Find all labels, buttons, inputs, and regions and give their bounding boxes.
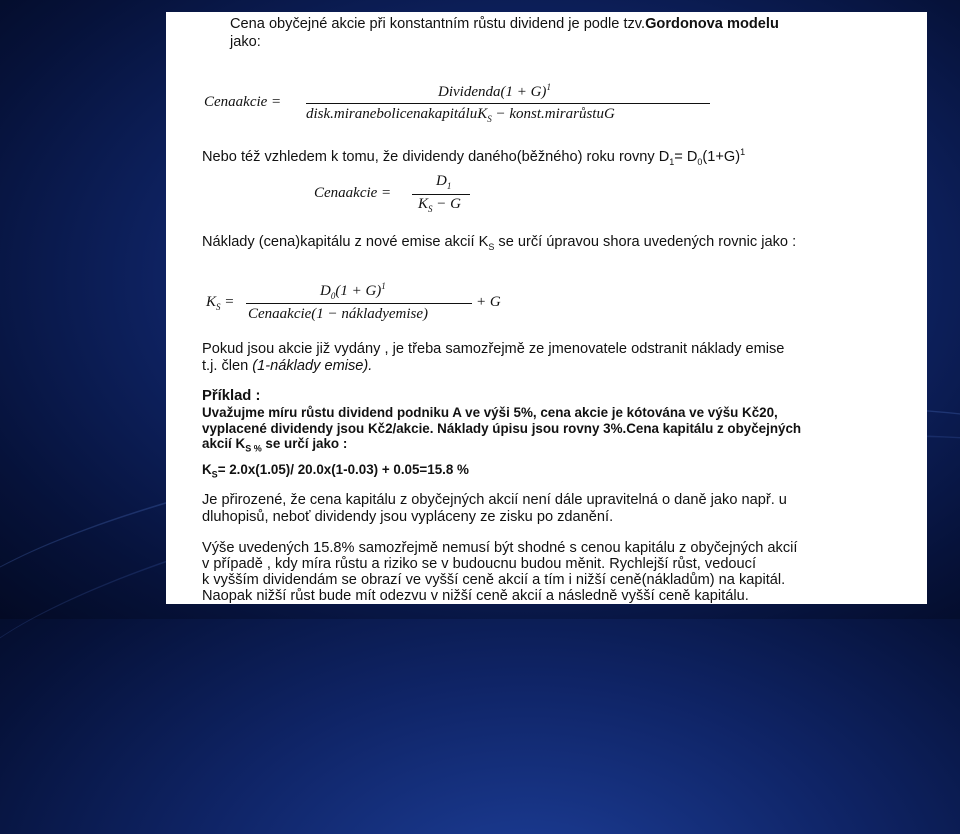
naklady-line: Náklady (cena)kapitálu z nové emise akcií $K_S$ se určí úpravou shora uvedených rovnic jako :: [202, 234, 797, 252]
fraction-bar: [306, 103, 710, 104]
nebo-line: Nebo též vzhledem k tomu, že dividendy daného(běžného) roku rovny $D_1= D_0(1+G)^1$: [202, 147, 746, 167]
slide-document: [166, 12, 927, 604]
formula-numerator: $D_1$: [436, 173, 452, 191]
vyse-line-2: v případě , kdy míra růstu a riziko se v budoucnu budou měnit. Rychlejší růst, vedoucí: [202, 556, 757, 572]
formula-numerator: Dividenda(1 + G)$^1$: [438, 82, 551, 100]
pokud-line-1: Pokud jsou akcie již vydány , je třeba samozřejmě ze jmenovatele odstranit náklady emise: [202, 341, 785, 357]
fraction-bar: [412, 194, 470, 195]
vyse-line-3: k vyšším dividendám se obrazí ve vyšší ceně akcií a tím i nižší ceně(nákladům) na kapitál.: [202, 572, 786, 588]
example-title: Příklad :: [202, 388, 261, 404]
fraction-bar: [246, 303, 472, 304]
formula-denominator: $K_S - G$: [418, 196, 461, 214]
vyse-line-1: Výše uvedených 15.8% samozřejmě nemusí být shodné s cenou kapitálu z obyčejných akcií: [202, 540, 798, 556]
price-formula: [314, 174, 484, 216]
gordon-formula: [204, 80, 724, 128]
example-line-2: vyplacené dividendy jsou Kč2/akcie. Náklady úpisu jsou rovny 3%.Cena kapitálu z obyčejných: [202, 421, 802, 436]
formula-denominator: Cenaakcie(1 − nákladyemise): [248, 306, 429, 322]
intro-line-1: Cena obyčejné akcie při konstantním růstu dividend je podle tzv.Gordonova modelu: [230, 16, 779, 32]
example-line-3: akcií $K_{S \%}$ se určí jako :: [202, 436, 348, 454]
intro-line-2: jako:: [230, 34, 261, 50]
example-line-1: Uvažujme míru růstu dividend podniku A ve výši 5%, cena akcie je kótována ve výšu Kč20,: [202, 405, 778, 420]
formula-lhs: $K_S$ =: [206, 294, 235, 312]
formula-lhs: Cenaakcie =: [314, 185, 392, 201]
formula-numerator: $D_0(1 + G)^1$: [320, 281, 386, 301]
pokud-line-2: t.j. člen (1-náklady emise).: [202, 358, 373, 374]
formula-lhs: Cenaakcie =: [204, 94, 282, 110]
formula-plus-g: + G: [476, 294, 501, 310]
example-calculation: $K_S= 2.0x(1.05)/$ 20.0x(1-0.03) + 0.05=15.8 %: [202, 462, 469, 480]
prirozene-line-2: dluhopisů, neboť dividendy jsou vypláceny ze zisku po zdanění.: [202, 509, 614, 525]
prirozene-line-1: Je přirozené, že cena kapitálu z obyčejných akcií není dále upravitelná o daně jako např. u: [202, 492, 787, 508]
cost-of-capital-formula: [206, 282, 526, 328]
formula-denominator: disk.miranebolicenakapitáluK$_S$ − konst.mirarůstuG: [306, 106, 615, 124]
vyse-line-4: Naopak nižší růst bude mít odezvu v nižší ceně akcií a následně vyšší ceně kapitálu.: [202, 588, 749, 604]
